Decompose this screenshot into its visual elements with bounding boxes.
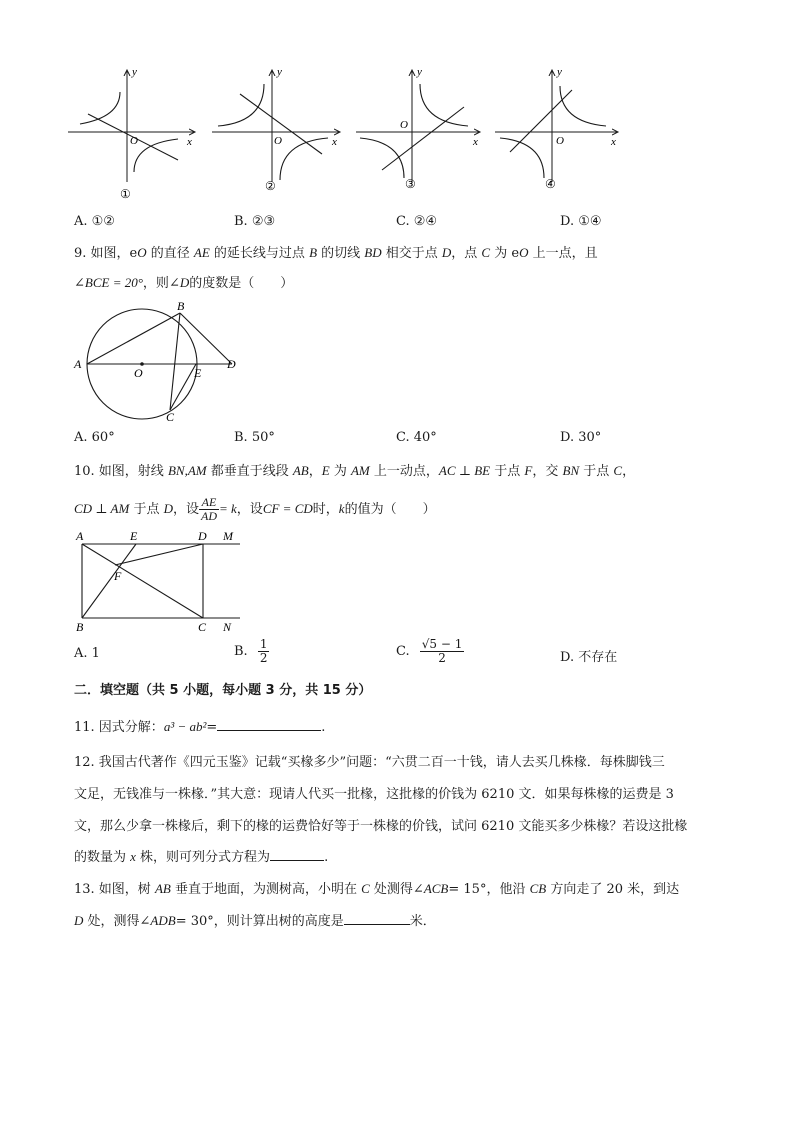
- q8-graphs: [60, 62, 700, 202]
- q9-figure: [70, 300, 250, 425]
- graph-3: [356, 66, 480, 191]
- q12-line3: 文，那么少拿一株椽后，剩下的椽的运费恰好等于一株椽的价钱，试问 6210 文能买多少株椽？若设这批椽: [74, 819, 688, 834]
- graph-1-y: y: [132, 66, 137, 78]
- q10-label-b: B: [76, 620, 84, 634]
- graph-2-label: ②: [265, 179, 276, 193]
- q13-line1: 13. 如图，树 AB 垂直于地面，为测树高，小明在 C 处测得∠ACB= 15°，他沿 CB 方向走了 20 米，到达: [74, 881, 680, 897]
- graph-3-x: x: [473, 136, 478, 148]
- graph-3-o: O: [400, 119, 408, 131]
- q10-label-m: M: [223, 529, 233, 543]
- graph-2: [212, 66, 340, 193]
- graph-4: [495, 66, 618, 191]
- q9-option-c[interactable]: C. 40°: [396, 430, 437, 445]
- q8-option-a[interactable]: A. ①②: [74, 214, 115, 229]
- q9-stem-line1: 9. 如图，eO 的直径 AE 的延长线与过点 B 的切线 BD 相交于点 D，点 C 为 eO 上一点，且: [74, 245, 598, 261]
- q9-label-d: D: [227, 357, 236, 371]
- graph-1: [68, 66, 195, 201]
- graph-1-x: x: [187, 136, 192, 148]
- q10-label-a: A: [76, 529, 84, 543]
- graph-1-label: ①: [120, 187, 131, 201]
- q8-option-d[interactable]: D. ①④: [560, 214, 602, 229]
- q9-label-o: O: [134, 366, 143, 380]
- graph-4-label: ④: [545, 177, 556, 191]
- q10-fraction: $\frac{AE}{AD}$: [201, 495, 217, 523]
- q10-label-c: C: [198, 620, 207, 634]
- q10-label-f: F: [114, 569, 122, 583]
- q13-answer-blank[interactable]: [344, 912, 410, 925]
- graph-4-y: y: [557, 66, 562, 78]
- graph-1-o: O: [130, 135, 138, 147]
- q12-line2: 文足，无钱准与一株椽．”其大意：现请人代买一批椽，这批椽的价钱为 6210 文．如果每株椽的运费是 3: [74, 787, 674, 802]
- q10-option-a[interactable]: A. 1: [74, 646, 100, 661]
- q10-figure: [70, 528, 250, 634]
- graph-3-y: y: [417, 66, 422, 78]
- q9-option-b[interactable]: B. 50°: [234, 430, 275, 445]
- graph-4-o: O: [556, 135, 564, 147]
- q9-label-b: B: [177, 300, 185, 313]
- q10-stem-line1: 10. 如图，射线 BN,AM 都垂直于线段 AB，E 为 AM 上一动点，AC ⊥ BE 于点 F，交 BN 于点 C，: [74, 463, 636, 479]
- q12-line4: 的数量为 x 株，则可列分式方程为 .: [74, 849, 329, 865]
- q12-line1: 12. 我国古代著作《四元玉鉴》记载“买椽多少”问题：“六贯二百一十钱，请人去买几株椽．每株脚钱三: [74, 755, 665, 770]
- q10-label-e: E: [130, 529, 138, 543]
- graph-2-x: x: [332, 136, 337, 148]
- q10-stem-line2: CD ⊥ AM 于点 D，设 $\frac{AE}{AD}$ = k，设CF = CD时，k的值为（ ）: [74, 495, 436, 523]
- q9-option-a[interactable]: A. 60°: [74, 430, 115, 445]
- q9-option-d[interactable]: D. 30°: [560, 430, 602, 445]
- q10-option-d[interactable]: D. 不存在: [560, 650, 618, 665]
- q10-label-d: D: [198, 529, 207, 543]
- q11-answer-blank[interactable]: [217, 718, 321, 731]
- q8-option-c[interactable]: C. ②④: [396, 214, 438, 229]
- q12-answer-blank[interactable]: [270, 848, 324, 861]
- q9-label-a: A: [74, 357, 82, 371]
- q13-line2: D 处，测得∠ADB= 30°，则计算出树的高度是 米．: [74, 913, 436, 929]
- graph-2-o: O: [274, 135, 282, 147]
- section-fill-in-title: 二．填空题（共 5 小题，每小题 3 分，共 15 分）: [74, 683, 372, 698]
- graph-4-x: x: [611, 136, 616, 148]
- graph-3-label: ③: [405, 177, 416, 191]
- q10-option-c[interactable]: C. $\frac{√5 - 1}{2}$: [396, 637, 463, 665]
- q8-option-b[interactable]: B. ②③: [234, 214, 276, 229]
- q10-option-b[interactable]: B. $\frac{1}{2}$: [234, 637, 268, 665]
- q9-label-e: E: [194, 366, 202, 380]
- q9-stem-line2: ∠BCE = 20°，则∠D的度数是（ ）: [74, 275, 294, 291]
- graph-2-y: y: [277, 66, 282, 78]
- q11-stem: 11. 因式分解：a³ − ab²= .: [74, 719, 326, 735]
- q9-label-c: C: [166, 410, 175, 424]
- q10-label-n: N: [223, 620, 232, 634]
